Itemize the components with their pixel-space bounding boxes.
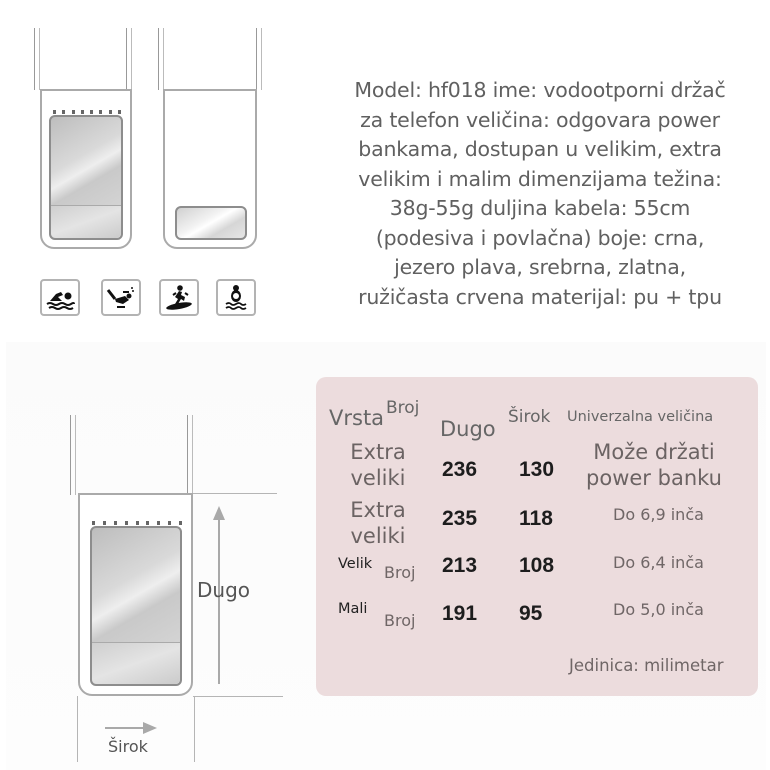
description-line: 38g-55g duljina kabela: 55cm [389,196,691,220]
row4-type-sub: Broj [384,611,416,630]
row4-width: 95 [519,602,543,625]
surfing-icon [159,279,199,316]
dimension-drawing [40,400,310,770]
water-floating-icon [216,279,256,316]
row2-width: 118 [519,507,553,530]
row3-width: 108 [519,554,555,577]
description-line: za telefon veličina: odgovara power [360,107,720,132]
header-universal: Univerzalna veličina [567,409,714,425]
header-type: Vrsta [329,406,385,430]
row3-note: Do 6,4 inča [613,553,704,572]
description-line: (podesiva i povlačna) boje: crna, [375,225,705,250]
size-table [316,377,758,696]
description-line: jezero plava, srebrna, zlatna, [394,255,686,279]
header-type-sup: Broj [386,398,420,418]
card-window [175,206,247,240]
width-arrow [105,727,145,729]
row2-note: Do 6,9 inča [613,505,704,524]
row4-type: Mali [338,601,368,617]
diving-icon [101,279,141,316]
row2-length: 235 [442,507,478,530]
row3-type: Velik [338,556,373,572]
pouch-front-drawing [0,0,150,260]
row4-note: Do 5,0 inča [613,600,704,619]
row1-width: 130 [519,458,555,481]
header-width: Širok [508,407,551,427]
row4-length: 191 [442,602,478,625]
row1-note: Može držati power banku [586,440,722,490]
width-label: Širok [108,737,148,756]
description-line: Model: hf018 ime: vodootporni držač [354,78,726,102]
product-description [330,76,750,312]
description-line: velikim i malim dimenzijama težina: [358,166,722,191]
header-length: Dugo [440,417,496,441]
row1-length: 236 [442,458,478,481]
row1-type: Extra veliki [350,440,406,490]
length-label: Dugo [197,578,251,602]
row3-length: 213 [442,554,478,577]
swimming-icon [40,279,80,316]
row3-type-sub: Broj [384,563,416,582]
description-line: bankama, dostupan u velikim, extra [358,137,722,161]
description-line: ružičasta crvena materijal: pu + tpu [358,284,722,309]
unit-note: Jedinica: milimetar [569,656,724,675]
row2-type: Extra veliki [350,498,406,548]
pouch-back-drawing [150,0,280,260]
